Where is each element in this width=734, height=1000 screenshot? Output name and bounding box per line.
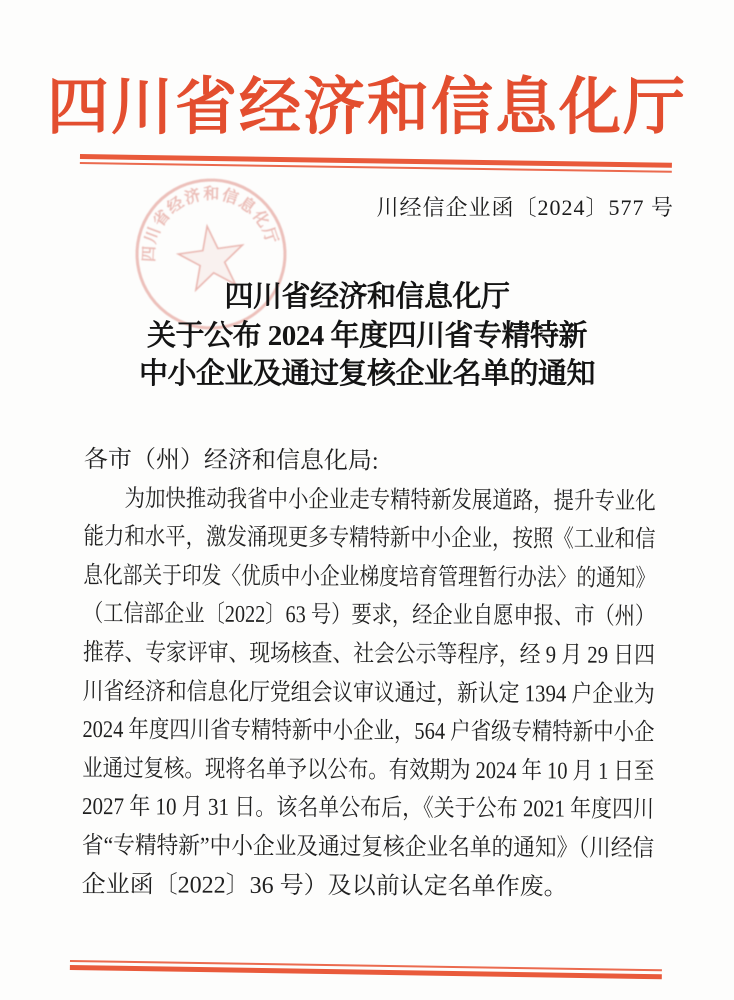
salutation: 各市（州）经济和信息化局: [83, 446, 379, 475]
letterhead-title: 四川省经济和信息化厅 [46, 74, 687, 142]
document-title [0, 278, 734, 394]
body-line: 川省经济和信息化厅党组会议审议通过，新认定 1394 户企业为 [82, 678, 655, 708]
body-line: 企业函〔2022〕36 号）及以前认定名单作废。 [81, 871, 568, 901]
body-line: 为加快推动我省中小企业走专精特新发展道路，提升专业化 [83, 485, 656, 515]
document-title-line: 中小企业及通过复核企业名单的通知 [138, 358, 595, 390]
document-number: 川经信企业函〔2024〕577 号 [376, 195, 674, 220]
body-line: 业通过复核。现将名单予以公布。有效期为 2024 年 10 月 1 日至 [82, 755, 655, 785]
body-line: 推荐、专家评审、现场核查、社会公示等程序，经 9 月 29 日四 [82, 639, 655, 669]
letterhead-double-rule [80, 154, 672, 173]
document-title-line: 四川省经济和信息化厅 [224, 281, 510, 313]
seal-curved-text: 四川省经济和信息化厅 [140, 185, 281, 263]
document-title-line: 关于公布 2024 年度四川省专精特新 [146, 319, 587, 352]
body-line: 能力和水平，激发涌现更多专精特新中小企业，按照《工业和信 [83, 524, 656, 554]
body-text [82, 441, 656, 907]
footer-double-rule [70, 960, 662, 979]
body-line: （工信部企业〔2022〕63 号）要求，经企业自愿申报、市（州） [83, 601, 656, 631]
body-line: 息化部关于印发〈优质中小企业梯度培育管理暂行办法〉的通知》 [83, 562, 656, 592]
body-line: 省“专精特新”中小企业及通过复核企业名单的通知》（川经信 [81, 832, 655, 862]
body-line: 2024 年度四川省专精特新中小企业，564 户省级专精特新中小企 [82, 717, 655, 747]
body-line: 2027 年 10 月 31 日。该名单公布后，《关于公布 2021 年度四川 [82, 794, 655, 824]
